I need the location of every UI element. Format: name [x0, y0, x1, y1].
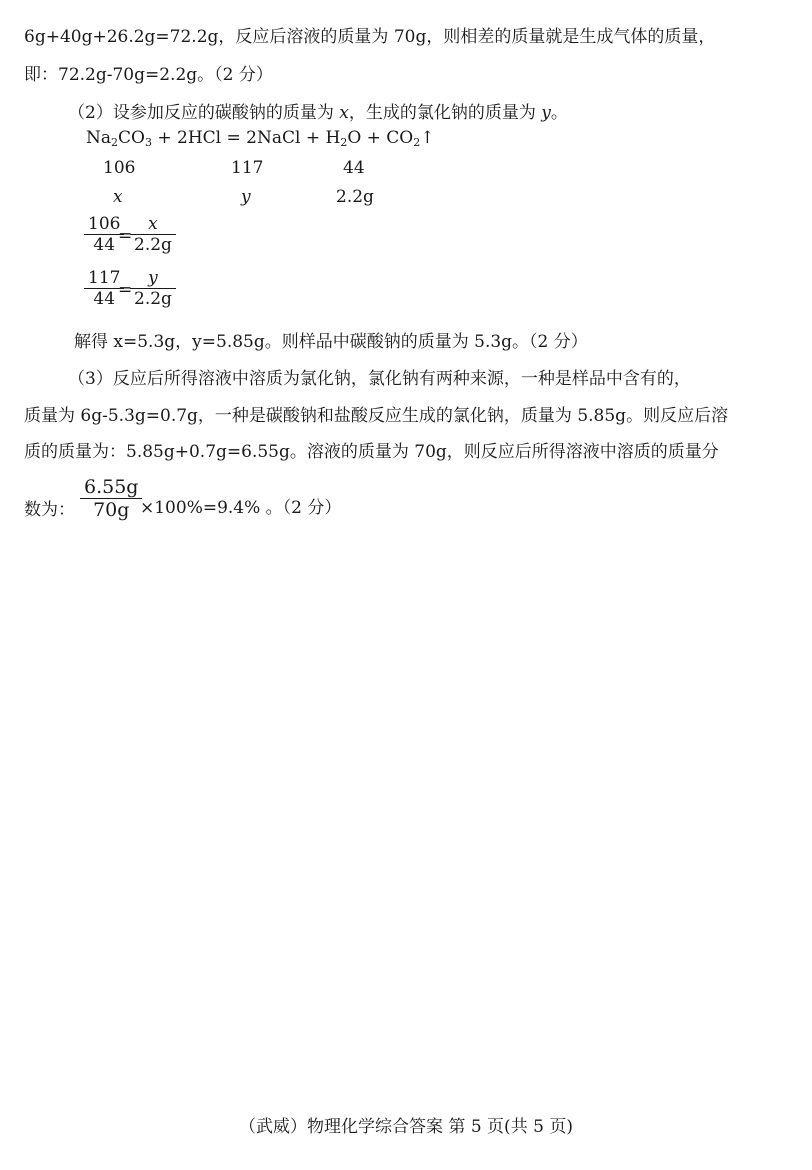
- fraction: [130, 268, 176, 309]
- text-span: 。: [550, 103, 568, 123]
- text-span: 数为：: [24, 500, 75, 520]
- denominator: 44: [93, 289, 116, 309]
- numerator: x: [148, 214, 158, 234]
- text-line: [68, 98, 568, 123]
- text-line: 质量为 6g-5.3g=0.7g，一种是碳酸钠和盐酸反应生成的氯化钠，质量为 5.85g。则反应后溶: [24, 406, 729, 426]
- numerator: 106: [88, 214, 121, 234]
- text-line: 6g+40g+26.2g=72.2g，反应后溶液的质量为 70g，则相差的质量就是生成气体的质量，: [24, 27, 716, 47]
- unknown-value: x: [113, 187, 123, 207]
- unknown-value: 2.2g: [336, 187, 374, 207]
- fraction: [130, 214, 176, 255]
- denominator: 2.2g: [134, 235, 172, 255]
- eq-sub: 2: [111, 136, 119, 149]
- text-span: ×100%=9.4% 。（2 分）: [140, 498, 342, 518]
- text-span: （2）设参加反应的碳酸钠的质量为: [68, 103, 340, 123]
- equals-sign: =: [118, 226, 133, 246]
- text-line: 即：72.2g-70g=2.2g。（2 分）: [24, 65, 273, 85]
- unknown-value: y: [241, 187, 251, 207]
- eq-part: + 2HCl = 2NaCl + H: [151, 128, 341, 148]
- eq-sub: 2: [340, 136, 348, 149]
- eq-sub: 2: [413, 136, 421, 149]
- chemical-equation: [86, 128, 435, 149]
- page-footer: （武威）物理化学综合答案 第 5 页(共 5 页): [239, 1117, 573, 1137]
- mass-value: 106: [103, 158, 136, 178]
- mass-value: 117: [231, 158, 264, 178]
- eq-part: Na: [86, 128, 112, 148]
- eq-part: O + CO: [347, 128, 414, 148]
- denominator: 2.2g: [134, 289, 172, 309]
- variable-y: y: [541, 103, 551, 123]
- denominator: 70g: [93, 499, 130, 521]
- numerator: 117: [88, 268, 121, 288]
- gas-arrow-icon: ↑: [420, 128, 435, 148]
- text-line: 质的质量为：5.85g+0.7g=6.55g。溶液的质量为 70g，则反应后所得溶液中溶质的质量分: [24, 442, 719, 462]
- equals-sign: =: [118, 280, 133, 300]
- variable-x: x: [339, 103, 349, 123]
- numerator: y: [148, 268, 158, 288]
- numerator: 6.55g: [84, 476, 139, 498]
- mass-value: 44: [343, 158, 365, 178]
- eq-part: CO: [118, 128, 145, 148]
- denominator: 44: [93, 235, 116, 255]
- eq-sub: 3: [144, 136, 152, 149]
- text-span: ，生成的氯化钠的质量为: [348, 103, 542, 123]
- fraction: [80, 476, 142, 521]
- text-line: （3）反应后所得溶液中溶质为氯化钠，氯化钠有两种来源，一种是样品中含有的，: [68, 369, 691, 389]
- text-line: 解得 x=5.3g，y=5.85g。则样品中碳酸钠的质量为 5.3g。（2 分）: [74, 332, 588, 352]
